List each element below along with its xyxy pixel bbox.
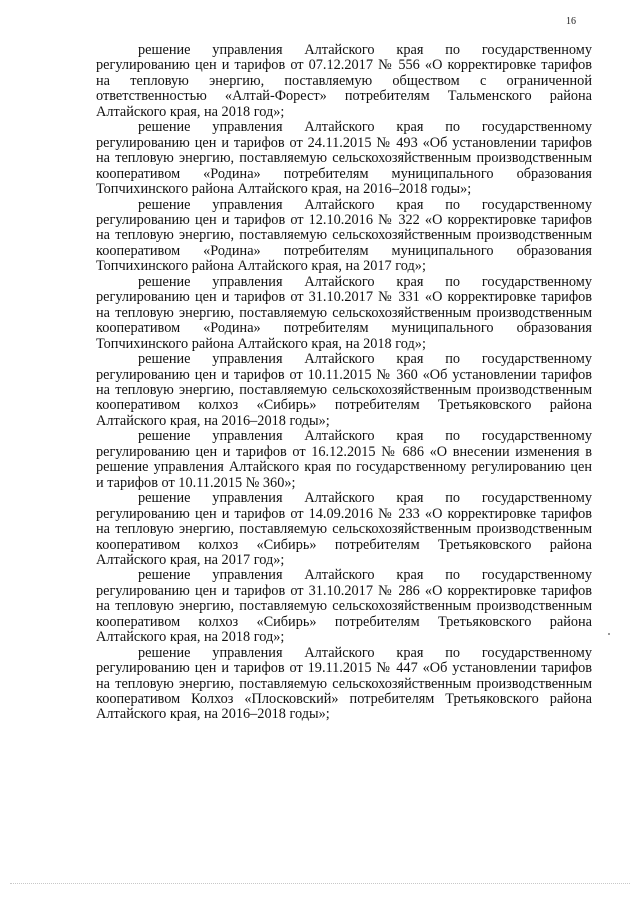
paragraph-decision-360: решение управления Алтайского края по государственному регулированию цен и тарифов от 10.11.2015 № 360 «Об установлении тарифов на тепловую энергию, поставляемую сельскохозяйственным производственным кооперативом колхоз «Сибирь» потребителям Третьяковского района Алтайского края, на 2016–2018 годы»; — [96, 351, 592, 429]
document-body — [96, 43, 592, 723]
paragraph-decision-331: решение управления Алтайского края по государственному регулированию цен и тарифов от 31.10.2017 № 331 «О корректировке тарифов на тепловую энергию, поставляемую сельскохозяйственным производственным кооперативом «Родина» потребителям муниципального образования Топчихинского района Алтайского края, на 2018 год»; — [96, 273, 592, 352]
paragraph-decision-322: решение управления Алтайского края по государственному регулированию цен и тарифов от 12.10.2016 № 322 «О корректировке тарифов на тепловую энергию, поставляемую сельскохозяйственным производственным кооперативом «Родина» потребителям муниципального образования Топчихинского района Алтайского края, на 2017 год»; — [96, 196, 592, 275]
paragraph-decision-493: решение управления Алтайского края по государственному регулированию цен и тарифов от 24.11.2015 № 493 «Об установлении тарифов на тепловую энергию, поставляемую сельскохозяйственным производственным кооперативом «Родина» потребителям муниципального образования Топчихинского района Алтайского края, на 2016–2018 годы»; — [96, 119, 592, 198]
paragraph-decision-686: решение управления Алтайского края по государственному регулированию цен и тарифов от 16.12.2015 № 686 «О внесении изменения в решение управления Алтайского края по государственному регулированию цен и тарифов от 10.11.2015 № 360»; — [96, 428, 592, 491]
paragraph-decision-286: решение управления Алтайского края по государственному регулированию цен и тарифов от 31.10.2017 № 286 «О корректировке тарифов на тепловую энергию, поставляемую сельскохозяйственным производственным кооперативом колхоз «Сибирь» потребителям Третьяковского района Алтайского края, на 2018 год»; — [96, 567, 592, 646]
scan-speck — [608, 633, 610, 635]
page-number: 16 — [566, 16, 576, 27]
paragraph-decision-233: решение управления Алтайского края по государственному регулированию цен и тарифов от 14.09.2016 № 233 «О корректировке тарифов на тепловую энергию, поставляемую сельскохозяйственным производственным кооперативом колхоз «Сибирь» потребителям Третьяковского района Алтайского края, на 2017 год»; — [96, 490, 592, 568]
paragraph-decision-556: решение управления Алтайского края по государственному регулированию цен и тарифов от 07.12.2017 № 556 «О корректировке тарифов на тепловую энергию, поставляемую обществом с ограниченной ответственностью «Алтай-Форест» потребителям Тальменского района Алтайского края, на 2018 год»; — [96, 42, 592, 120]
paragraph-decision-447: решение управления Алтайского края по государственному регулированию цен и тарифов от 19.11.2015 № 447 «Об установлении тарифов на тепловую энергию, поставляемую сельскохозяйственным производственным кооперативом Колхоз «Плосковский» потребителям Третьяковского района Алтайского края, на 2016–2018 годы»; — [96, 644, 592, 723]
footer-dotted-line — [10, 883, 630, 884]
